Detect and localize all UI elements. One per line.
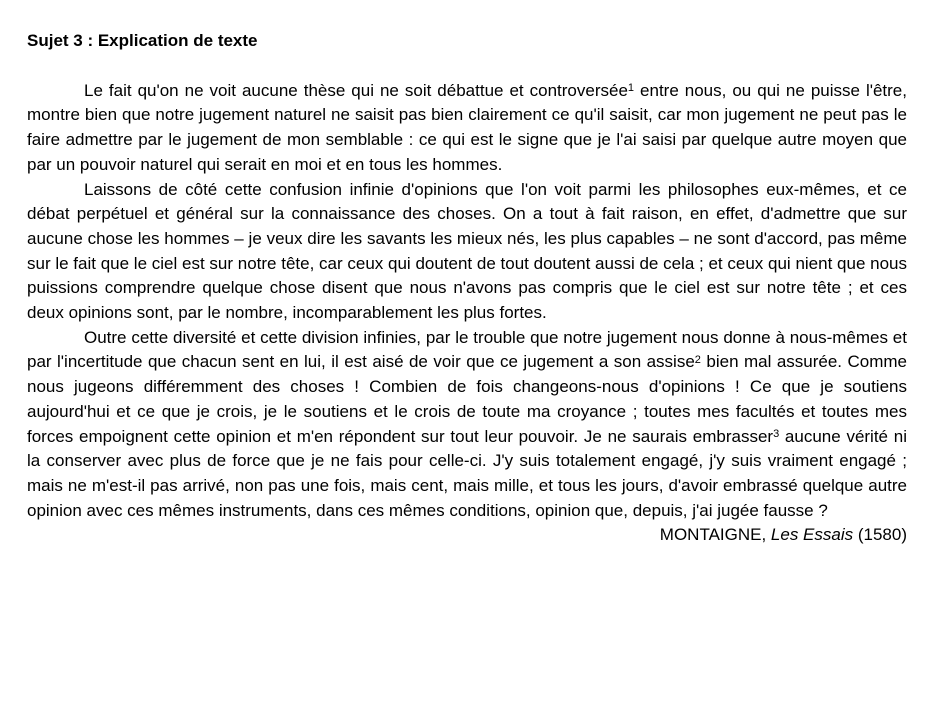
paragraph-1 (27, 79, 907, 178)
page-title: Sujet 3 : Explication de texte (27, 31, 258, 50)
footnote-ref: 3 (773, 427, 780, 440)
text-segment: bien mal assurée. Comme nous jugeons différemment des choses ! Combien de fois changeons-nous d'opinions ! Ce que je soutiens aujourd'hui et ce que je crois, je le soutiens et le crois de toute ma croyance ; toutes mes facultés et toutes mes forces empoignent cette opinion et m'en répondent sur tout leur pouvoir. Je ne saurais embrasser (27, 352, 907, 446)
text-segment: MONTAIGNE, (659, 525, 771, 545)
text-segment: entre nous, ou qui ne puisse l'être, montre bien que notre jugement naturel ne saisit pas bien clairement ce qu'il saisit, car mon jugement ne peut pas le faire admettre par le jugement de mon semblable : ce qui est le signe que je l'ai saisi par quelque autre moyen que par un pouvoir naturel qui serait en moi et en tous les hommes. (27, 80, 907, 174)
text-segment: aucune vérité ni la conserver avec plus de force que je ne fais pour celle-ci. J'y suis totalement engagé, j'y suis vraiment engagé ; mais ne m'est-il pas arrivé, non pas une fois, mais cent, mais mille, et tous les jours, d'avoir embrassé quelque autre opinion avec ces mêmes instruments, dans ces mêmes conditions, opinion que, depuis, j'ai jugée fausse ? (27, 426, 907, 520)
text-segment: (1580) (853, 525, 907, 545)
attribution (27, 523, 907, 548)
footnote-ref: 2 (694, 353, 701, 366)
paragraph-3 (27, 326, 907, 524)
text-segment: Outre cette diversité et cette division infinies, par le trouble que notre jugement nous donne à nous-mêmes et par l'incertitude que chacun sent en lui, il est aisé de voir que ce jugement a son assise (27, 327, 907, 372)
paragraph-2 (27, 178, 907, 326)
text-segment: Laissons de côté cette confusion infinie d'opinions que l'on voit parmi les philosophes eux-mêmes, et ce débat perpétuel et général sur la connaissance des choses. On a tout à fait raison, en effet, d'admettre que sur aucune chose les hommes – je veux dire les savants les mieux nés, les plus capables – ne sont d'accord, pas même sur le fait que le ciel est sur notre tête, car ceux qui doutent de tout doutent aussi de cela ; et ceux qui nient que nous puissions comprendre quelque chose disent que nous n'avons pas compris que le ciel est sur notre tête ; et ces deux opinions sont, par le nombre, incomparablement les plus fortes. (27, 179, 907, 323)
footnote-ref: 1 (627, 81, 635, 94)
text-segment: Le fait qu'on ne voit aucune thèse qui ne soit débattue et controversée (84, 80, 628, 100)
work-title: Les Essais (770, 525, 854, 545)
text-body (27, 79, 907, 524)
